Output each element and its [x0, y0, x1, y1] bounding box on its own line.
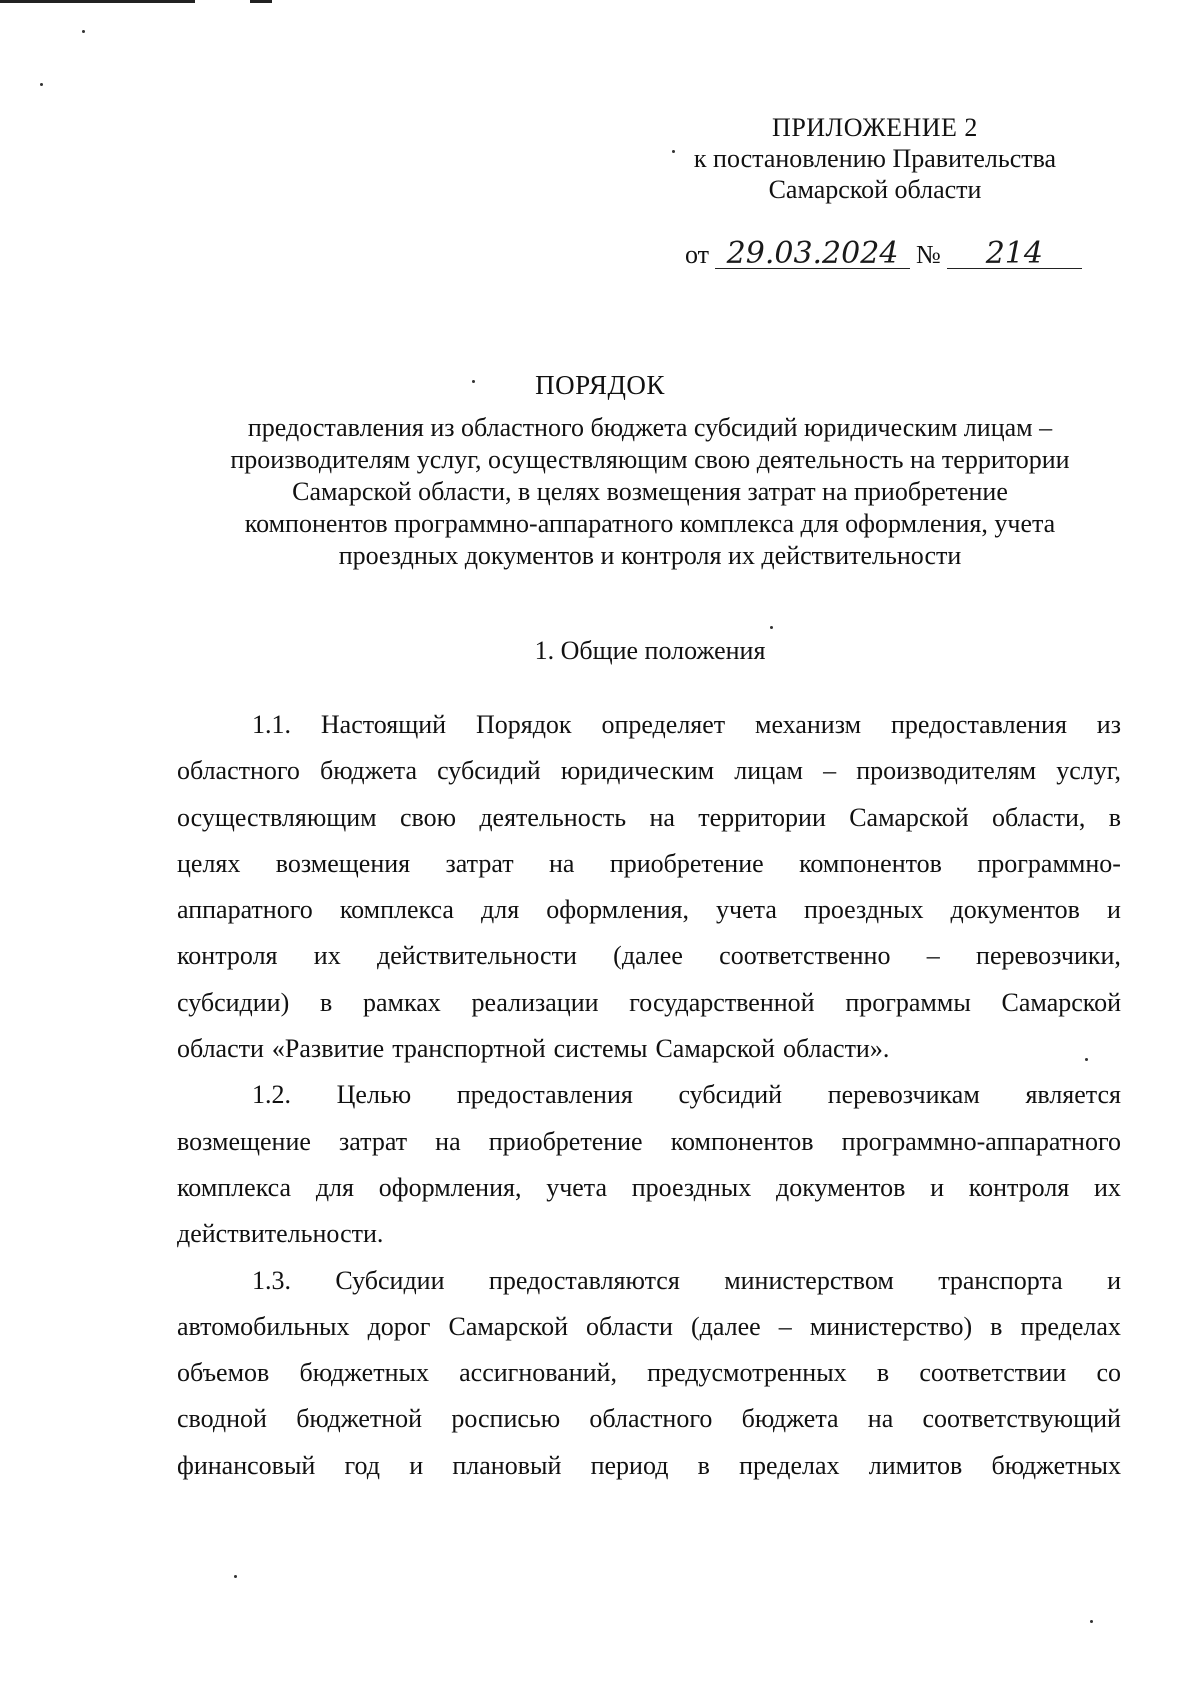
body-word: комплекса — [177, 1172, 292, 1202]
body-word: 1.1. — [252, 710, 291, 739]
document-subtitle — [170, 412, 1130, 572]
body-word: затрат — [339, 1126, 408, 1156]
body-word: является — [1025, 1080, 1121, 1110]
body-word: программно-аппаратного — [841, 1126, 1121, 1156]
body-word: комплекса — [339, 895, 454, 925]
body-word: предоставления — [890, 710, 1067, 739]
body-word: учета — [716, 895, 777, 925]
body-word: – — [778, 1311, 792, 1341]
body-word: областного — [589, 1404, 713, 1434]
body-word: транспорта — [938, 1265, 1063, 1295]
body-word: приобретение — [609, 848, 764, 878]
scan-speck — [1085, 1058, 1088, 1061]
scan-speck — [472, 380, 475, 383]
document-title: ПОРЯДОК — [535, 370, 665, 400]
body-line — [177, 1026, 1121, 1072]
body-line — [177, 1258, 1121, 1304]
number-sign: № — [916, 240, 941, 269]
body-word: контроля — [968, 1172, 1070, 1202]
body-word: пределах — [1020, 1311, 1121, 1341]
body-word: бюджетной — [296, 1404, 423, 1434]
body-word: Порядок — [475, 710, 572, 739]
body-word: 1.2. — [252, 1080, 291, 1110]
body-word: Целью — [336, 1080, 412, 1110]
appendix-header — [650, 112, 1100, 205]
body-word: на — [649, 802, 675, 832]
appendix-reference-line: к постановлению Правительства — [693, 144, 1057, 173]
body-word: в — [1108, 802, 1121, 832]
body-word: государственной — [629, 987, 815, 1017]
body-word: программы — [845, 987, 971, 1017]
scan-speck — [770, 626, 773, 629]
body-line — [177, 1443, 1121, 1489]
body-word: рамках — [362, 987, 441, 1017]
handwritten-date: 29.03.2024 — [715, 240, 910, 269]
body-word: лицам — [734, 756, 804, 786]
body-word: Самарской — [1001, 987, 1121, 1017]
decree-date-number — [685, 236, 1082, 271]
body-word: осуществляющим — [177, 802, 377, 832]
body-line — [177, 1165, 1121, 1211]
body-line — [177, 795, 1121, 841]
body-word: дорог — [367, 1311, 431, 1341]
body-word: Самарской — [849, 802, 969, 832]
body-word: компонентов — [670, 1126, 814, 1156]
body-word: министерство) — [809, 1311, 973, 1341]
body-word: субсидий — [678, 1080, 783, 1110]
body-word: в — [990, 1311, 1003, 1341]
body-word: год — [344, 1450, 381, 1480]
subtitle-line: производителям услуг, осуществляющим свою деятельность на территории — [230, 445, 1070, 474]
body-line — [177, 1119, 1121, 1165]
body-word: лимитов — [868, 1450, 963, 1480]
body-word: в — [697, 1450, 710, 1480]
body-word: период — [590, 1450, 669, 1480]
body-word: и — [930, 1172, 945, 1202]
body-word: предоставления — [456, 1080, 633, 1110]
body-word: области, — [991, 802, 1086, 832]
body-line — [177, 748, 1121, 794]
body-line — [177, 1350, 1121, 1396]
body-word: для — [315, 1172, 354, 1202]
body-word: области — [586, 1311, 673, 1341]
body-word: области». — [782, 1034, 890, 1064]
body-word: механизм — [755, 710, 862, 739]
body-word: на — [548, 848, 575, 878]
subtitle-line: проездных документов и контроля их действительности — [338, 541, 962, 570]
scan-speck — [234, 1575, 237, 1578]
scan-speck — [82, 30, 85, 33]
body-word: министерством — [724, 1265, 894, 1295]
body-line — [177, 887, 1121, 933]
body-word: в — [319, 987, 333, 1017]
body-word: контроля — [177, 941, 278, 971]
body-word: предоставляются — [488, 1265, 680, 1295]
body-word: Самарской — [448, 1311, 568, 1341]
body-word: на — [435, 1126, 461, 1156]
body-word: действительности. — [177, 1219, 384, 1249]
body-word: соответственно — [719, 941, 891, 971]
body-word: перевозчикам — [827, 1080, 980, 1110]
body-word: финансовый — [177, 1450, 316, 1480]
body-word: юридическим — [560, 756, 715, 786]
body-word: сводной — [177, 1404, 267, 1434]
body-line — [177, 980, 1121, 1026]
appendix-region-line: Самарской области — [768, 175, 982, 204]
body-word: программно- — [977, 848, 1121, 878]
scan-speck — [1090, 1620, 1093, 1623]
body-word: – — [823, 756, 837, 786]
body-word: приобретение — [488, 1126, 643, 1156]
body-word: субсидии) — [177, 987, 290, 1017]
body-word: для — [480, 895, 520, 925]
body-word: оформления, — [546, 895, 689, 925]
body-word: Самарской — [655, 1034, 775, 1064]
body-word: и — [1106, 895, 1121, 925]
body-word: возмещения — [275, 848, 411, 878]
body-word: проездных — [803, 895, 924, 925]
scan-speck — [672, 150, 675, 153]
body-word: аппаратного — [177, 895, 313, 925]
body-line — [177, 1211, 1121, 1257]
body-line — [177, 1396, 1121, 1442]
body-word: (далее — [691, 1311, 761, 1341]
body-word: пределах — [739, 1450, 840, 1480]
body-word: реализации — [471, 987, 599, 1017]
body-word: (далее — [613, 941, 683, 971]
body-word: их — [1094, 1172, 1121, 1202]
body-word: определяет — [601, 710, 726, 739]
body-word: ассигнований, — [459, 1358, 617, 1388]
body-word: целях — [177, 848, 241, 878]
body-word: в — [876, 1358, 890, 1388]
body-word: документов — [776, 1172, 906, 1202]
section-heading: 1. Общие положения — [534, 636, 766, 665]
body-word: со — [1096, 1358, 1121, 1388]
body-word: и — [409, 1450, 424, 1480]
body-word: компонентов — [799, 848, 942, 878]
date-prefix: от — [685, 240, 710, 269]
appendix-title: ПРИЛОЖЕНИЕ 2 — [772, 113, 978, 142]
body-word: производителям — [856, 756, 1037, 786]
body-word: субсидий — [437, 756, 541, 786]
body-word: плановый — [452, 1450, 562, 1480]
subtitle-line: предоставления из областного бюджета субсидий юридическим лицам – — [247, 413, 1053, 442]
body-word: области — [177, 1034, 264, 1064]
body-word: документов — [950, 895, 1080, 925]
body-text — [177, 702, 1121, 1489]
body-line — [177, 702, 1121, 748]
body-word: затрат — [445, 848, 514, 878]
body-word: транспортной — [392, 1034, 546, 1064]
body-word: бюджета — [741, 1404, 839, 1434]
handwritten-number: 214 — [947, 240, 1082, 269]
body-line — [177, 933, 1121, 979]
body-word: территории — [698, 802, 826, 832]
body-word: из — [1096, 710, 1121, 739]
body-line — [177, 1072, 1121, 1118]
body-word: предусмотренных — [647, 1358, 847, 1388]
body-word: автомобильных — [177, 1311, 350, 1341]
scan-speck — [40, 83, 43, 86]
body-word: перевозчики, — [976, 941, 1121, 971]
body-line — [177, 841, 1121, 887]
body-word: на — [867, 1404, 894, 1434]
body-word: Субсидии — [335, 1265, 445, 1295]
body-line — [177, 1304, 1121, 1350]
body-word: бюджетных — [991, 1450, 1121, 1480]
body-word: бюджетных — [299, 1358, 429, 1388]
body-word: системы — [553, 1034, 648, 1064]
body-word: областного — [177, 756, 300, 786]
body-word: соответствующий — [922, 1404, 1121, 1434]
body-word: бюджета — [320, 756, 417, 786]
body-word: услуг, — [1056, 756, 1121, 786]
body-word: росписью — [451, 1404, 561, 1434]
scan-edge-rule — [0, 0, 195, 3]
body-word: и — [1107, 1265, 1121, 1295]
subtitle-line: компонентов программно-аппаратного комплекса для оформления, учета — [244, 509, 1056, 538]
body-word: «Развитие — [271, 1034, 385, 1064]
body-word: их — [313, 941, 341, 971]
body-word: свою — [399, 802, 457, 832]
subtitle-line: Самарской области, в целях возмещения затрат на приобретение — [292, 477, 1008, 506]
body-word: деятельность — [479, 802, 627, 832]
body-word: Настоящий — [320, 710, 447, 739]
scan-edge-rule — [250, 0, 272, 3]
body-word: – — [926, 941, 940, 971]
body-word: оформления, — [378, 1172, 522, 1202]
body-word: проездных — [631, 1172, 752, 1202]
body-word: соответствии — [919, 1358, 1067, 1388]
body-word: 1.3. — [252, 1265, 291, 1295]
body-word: учета — [546, 1172, 608, 1202]
body-word: действительности — [376, 941, 577, 971]
body-word: объемов — [177, 1358, 270, 1388]
body-word: возмещение — [177, 1126, 311, 1156]
